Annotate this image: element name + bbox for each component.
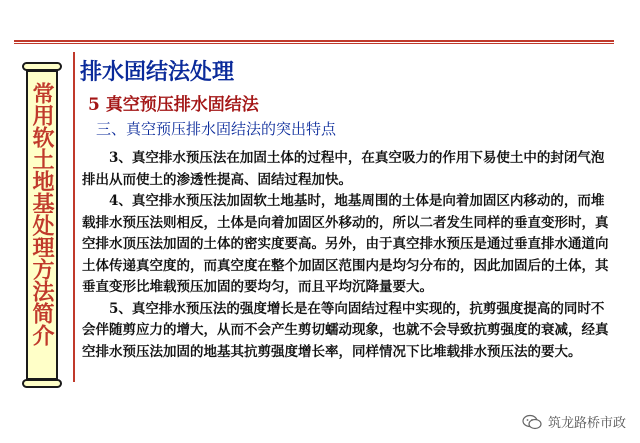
paragraph-5: 5、真空排水预压法的强度增长是在等向固结过程中实现的，抗剪强度提高的同时不会伴随剪应力的增大，从而不会产生剪切蠕动现象，也就不会导致抗剪强度的衰减，经真空排水预压法加固的地基其抗剪强度增长率，同样情况下比堆载排水预压法的要大。 <box>82 300 609 360</box>
section-heading: 三、真空预压排水固结法的突出特点 <box>96 120 337 138</box>
watermark <box>522 412 626 431</box>
wechat-icon <box>522 414 542 430</box>
section-subtitle: 5 真空预压排水固结法 <box>88 95 259 115</box>
paragraph-3: 3、真空排水预压法在加固土体的过程中，在真空吸力的作用下易使土中的封闭气泡排出从而使土的渗透性提高、固结过程加快。 <box>82 150 605 188</box>
content-body <box>82 148 610 363</box>
sidebar-scroll <box>26 70 58 380</box>
watermark-text: 筑龙路桥市政 <box>547 416 626 431</box>
left-divider <box>73 52 75 382</box>
top-divider <box>14 40 614 42</box>
sidebar-label: 常用软土地基处理方法简介 <box>29 82 55 346</box>
paragraph-4: 4、真空排水预压法加固软土地基时，地基周围的土体是向着加固区内移动的，而堆载排水预压法则相反，土体是向着加固区外移动的，所以二者发生同样的垂直变形时，真空排水顶压法加固的土体的密实度要高。另外，由于真空排水预压是通过垂直排水通道向土体传递真空度的，而真空度在整个加固区范围内是均匀分布的，因此加固后的土体，其垂直变形比堆载预压加固的要均匀，而且平均沉降量要大。 <box>82 193 609 295</box>
page-title: 排水固结法处理 <box>80 59 235 85</box>
